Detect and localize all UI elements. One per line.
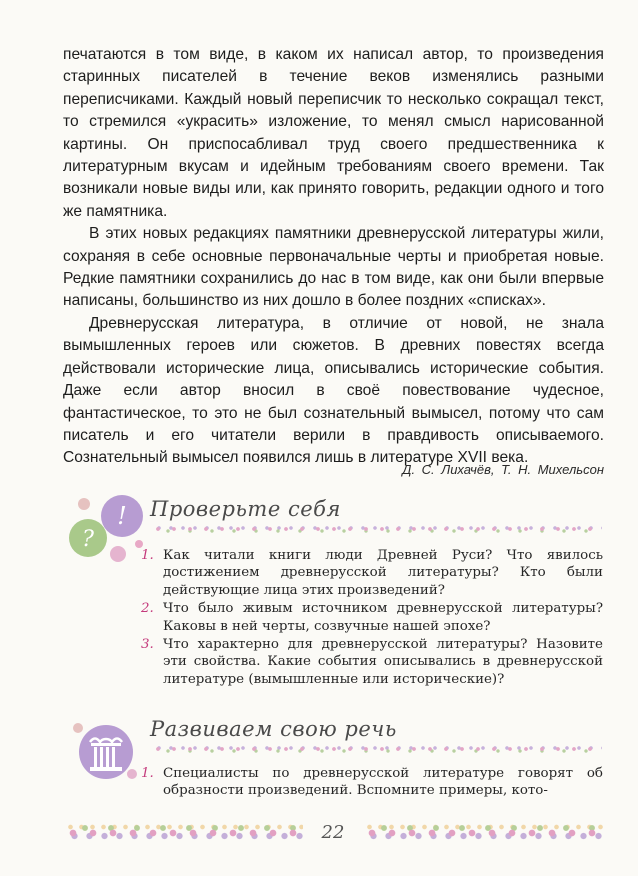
question-text: Специалисты по древнерусской литературе говорят об образности произведений. Вспомните примеры, кото- [163,766,603,799]
check-questions-list [141,547,603,689]
question-number: 2. [141,601,154,617]
exclamation-mark: ! [117,502,127,530]
question-number: 1. [141,548,154,563]
main-text [63,44,604,470]
check-yourself-icon [66,494,146,566]
question-item [141,547,603,599]
question-item [141,765,603,800]
paragraph-2: В этих новых редакциях памятники древнерусской литературы жили, сохраняя в себе основные первоначальные черты и приобретая новые. Редкие памятники сохранились до нас в том виде, как они были впервые написаны, большинство из них дошло в более поздних «списках». [63,225,604,310]
question-number: 1. [141,766,154,781]
question-mark: ? [82,527,94,552]
footer-dots-right [362,822,604,840]
column-icon [66,714,142,784]
question-number: 3. [141,637,154,653]
section-divider-dots [150,744,602,754]
paragraph-1: печатаются в том виде, в каком их написал автор, то произведения старинных писателей в течение веков изменялись разными переписчиками. Каждый новый переписчик то несколько сокращал текст, то стремился «украсить» изложение, то менял смысл нарисованной картины. Он приспосабливал труд своего предшественника к литературным вкусам и идейным требованиям своего времени. Так возникали новые виды или, как принято говорить, редакции одного и того же памятника. [63,46,604,220]
check-yourself-title: Проверьте себя [150,497,341,521]
develop-speech-title: Развиваем свою речь [150,717,397,741]
section-divider-dots [150,524,602,534]
paragraph-3: Древнерусская литература, в отличие от новой, не знала вымышленных героев или сюжетов. В древних повестях всегда действовали исторические лица, описывались исторические события. Даже если автор вносил в своё повествование чудесное, фантастическое, то это не был сознательный вымысел, потому что сам писатель и его читатели верили в правдивость описываемого. Сознательный вымысел появился лишь в литературе XVII века. [63,314,604,467]
speech-questions-list [141,765,603,801]
question-item [141,636,603,688]
page-number: 22 [321,822,345,843]
question-text: Что было живым источником древнерусской литературы? Каковы в ней черты, созвучные нашей эпохе? [163,601,603,634]
question-item [141,600,603,635]
question-text: Как читали книги люди Древней Руси? Что явилось достижением древнерусской литературы? Кто были действующие лица этих произведений? [163,548,603,598]
question-text: Что характерно для древнерусской литературы? Назовите эти свойства. Какие события описывались в древнерусской литературе (вымышленные или исторические)? [163,637,603,687]
footer-dots-left [63,822,303,840]
authors-line: Д. С. Лихачёв, Т. Н. Михельсон [402,462,604,477]
